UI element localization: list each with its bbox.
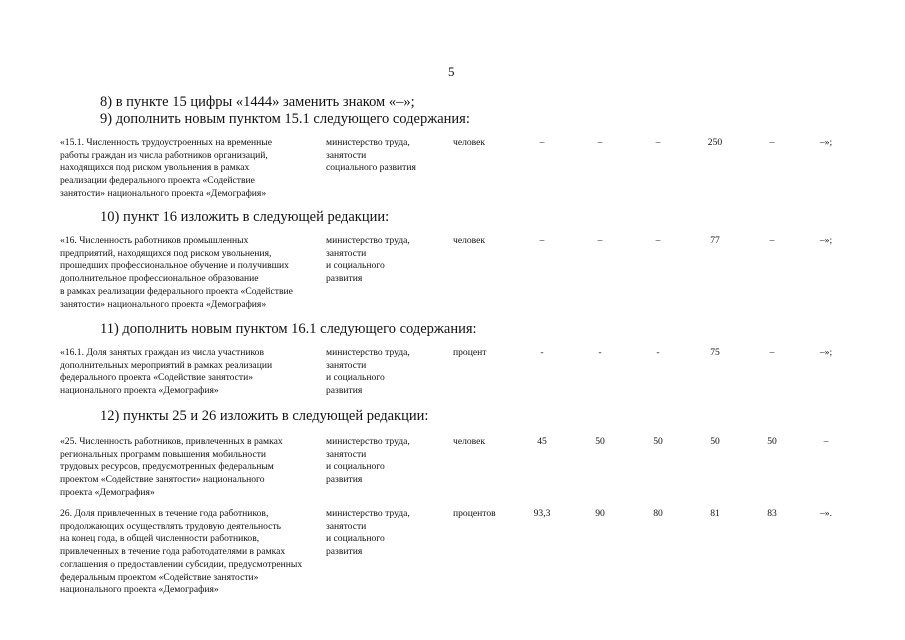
row-value-3: - (656, 347, 660, 358)
row-value-4: 77 (710, 235, 720, 246)
page-number: 5 (448, 64, 455, 79)
row-unit: человек (453, 436, 486, 447)
row-value-5: 83 (767, 508, 777, 519)
heading-item-10: 10) пункт 16 изложить в следующей редакции: (100, 209, 390, 225)
row-end: –». (820, 508, 832, 519)
row-unit: человек (453, 235, 486, 246)
row-description: «15.1. Численность трудоустроенных на временные работы граждан из числа работников организаций, находящихся под риском увольнения в рамках реализации федерального проекта «Содействие занятости» национального проекта «Демография» (60, 137, 272, 199)
row-value-2: 50 (595, 436, 605, 447)
row-value-3: 80 (653, 508, 663, 519)
row-value-5: – (769, 137, 775, 148)
row-value-3: 50 (653, 436, 663, 447)
row-description: 26. Доля привлеченных в течение года работников, продолжающих осуществлять трудовую деятельность на конец года, в общей численности работников, привлеченных в течение года работодателями в рамках соглашения о предоставлении субсидии, предусмотренных федеральным проектом «Содействие занятости» национального проекта «Демография» (60, 508, 303, 596)
row-value-1: - (540, 347, 544, 358)
table-row (60, 508, 860, 608)
row-value-1: 93,3 (533, 508, 551, 519)
heading-item-8: 8) в пункте 15 цифры «1444» заменить знаком «–»; (100, 94, 415, 110)
row-description: «25. Численность работников, привлеченных в рамках региональных программ повышения мобильности трудовых ресурсов, предусмотренных федеральным проектом «Содействие занятости» национального проекта «Демография» (60, 436, 283, 498)
row-ministry: министерство труда, занятости и социального развития (326, 508, 410, 558)
row-value-4: 81 (710, 508, 720, 519)
heading-item-11: 11) дополнить новым пунктом 16.1 следующего содержания: (100, 321, 477, 337)
row-description: «16. Численность работников промышленных предприятий, находящихся под риском увольнения, прошедших профессиональное обучение и получивших дополнительное профессиональное образование в рамках реализации федерального проекта «Содействие занятости» национального проекта «Демография» (60, 235, 293, 310)
row-value-3: – (655, 235, 661, 246)
row-end: – (823, 436, 829, 447)
row-value-2: - (598, 347, 602, 358)
row-end: –»; (819, 137, 833, 148)
row-ministry: министерство труда, занятости и социального развития (326, 436, 410, 486)
heading-item-12: 12) пункты 25 и 26 изложить в следующей редакции: (100, 408, 429, 424)
row-value-1: 45 (537, 436, 547, 447)
row-ministry: министерство труда, занятости и социального развития (326, 347, 410, 397)
row-value-5: 50 (767, 436, 777, 447)
row-end: –»; (819, 347, 833, 358)
row-value-4: 50 (710, 436, 720, 447)
row-value-2: – (597, 235, 603, 246)
table-row (60, 235, 860, 335)
row-ministry: министерство труда, занятости и социального развития (326, 235, 410, 285)
row-value-4: 75 (710, 347, 720, 358)
row-value-5: – (769, 235, 775, 246)
row-value-1: – (539, 235, 545, 246)
row-value-5: – (769, 347, 775, 358)
table-row (60, 347, 860, 447)
row-ministry: министерство труда, занятости социального развития (326, 137, 416, 174)
row-value-4: 250 (707, 137, 723, 148)
row-value-1: – (539, 137, 545, 148)
row-value-2: – (597, 137, 603, 148)
heading-item-9: 9) дополнить новым пунктом 15.1 следующего содержания: (100, 111, 470, 127)
row-description: «16.1. Доля занятых граждан из числа участников дополнительных мероприятий в рамках реализации федерального проекта «Содействие занятости» национального проекта «Демография» (60, 347, 273, 397)
row-unit: процент (453, 347, 487, 358)
row-value-3: – (655, 137, 661, 148)
row-unit: человек (453, 137, 486, 148)
row-unit: процентов (453, 508, 496, 519)
row-end: –»; (819, 235, 833, 246)
row-value-2: 90 (595, 508, 605, 519)
